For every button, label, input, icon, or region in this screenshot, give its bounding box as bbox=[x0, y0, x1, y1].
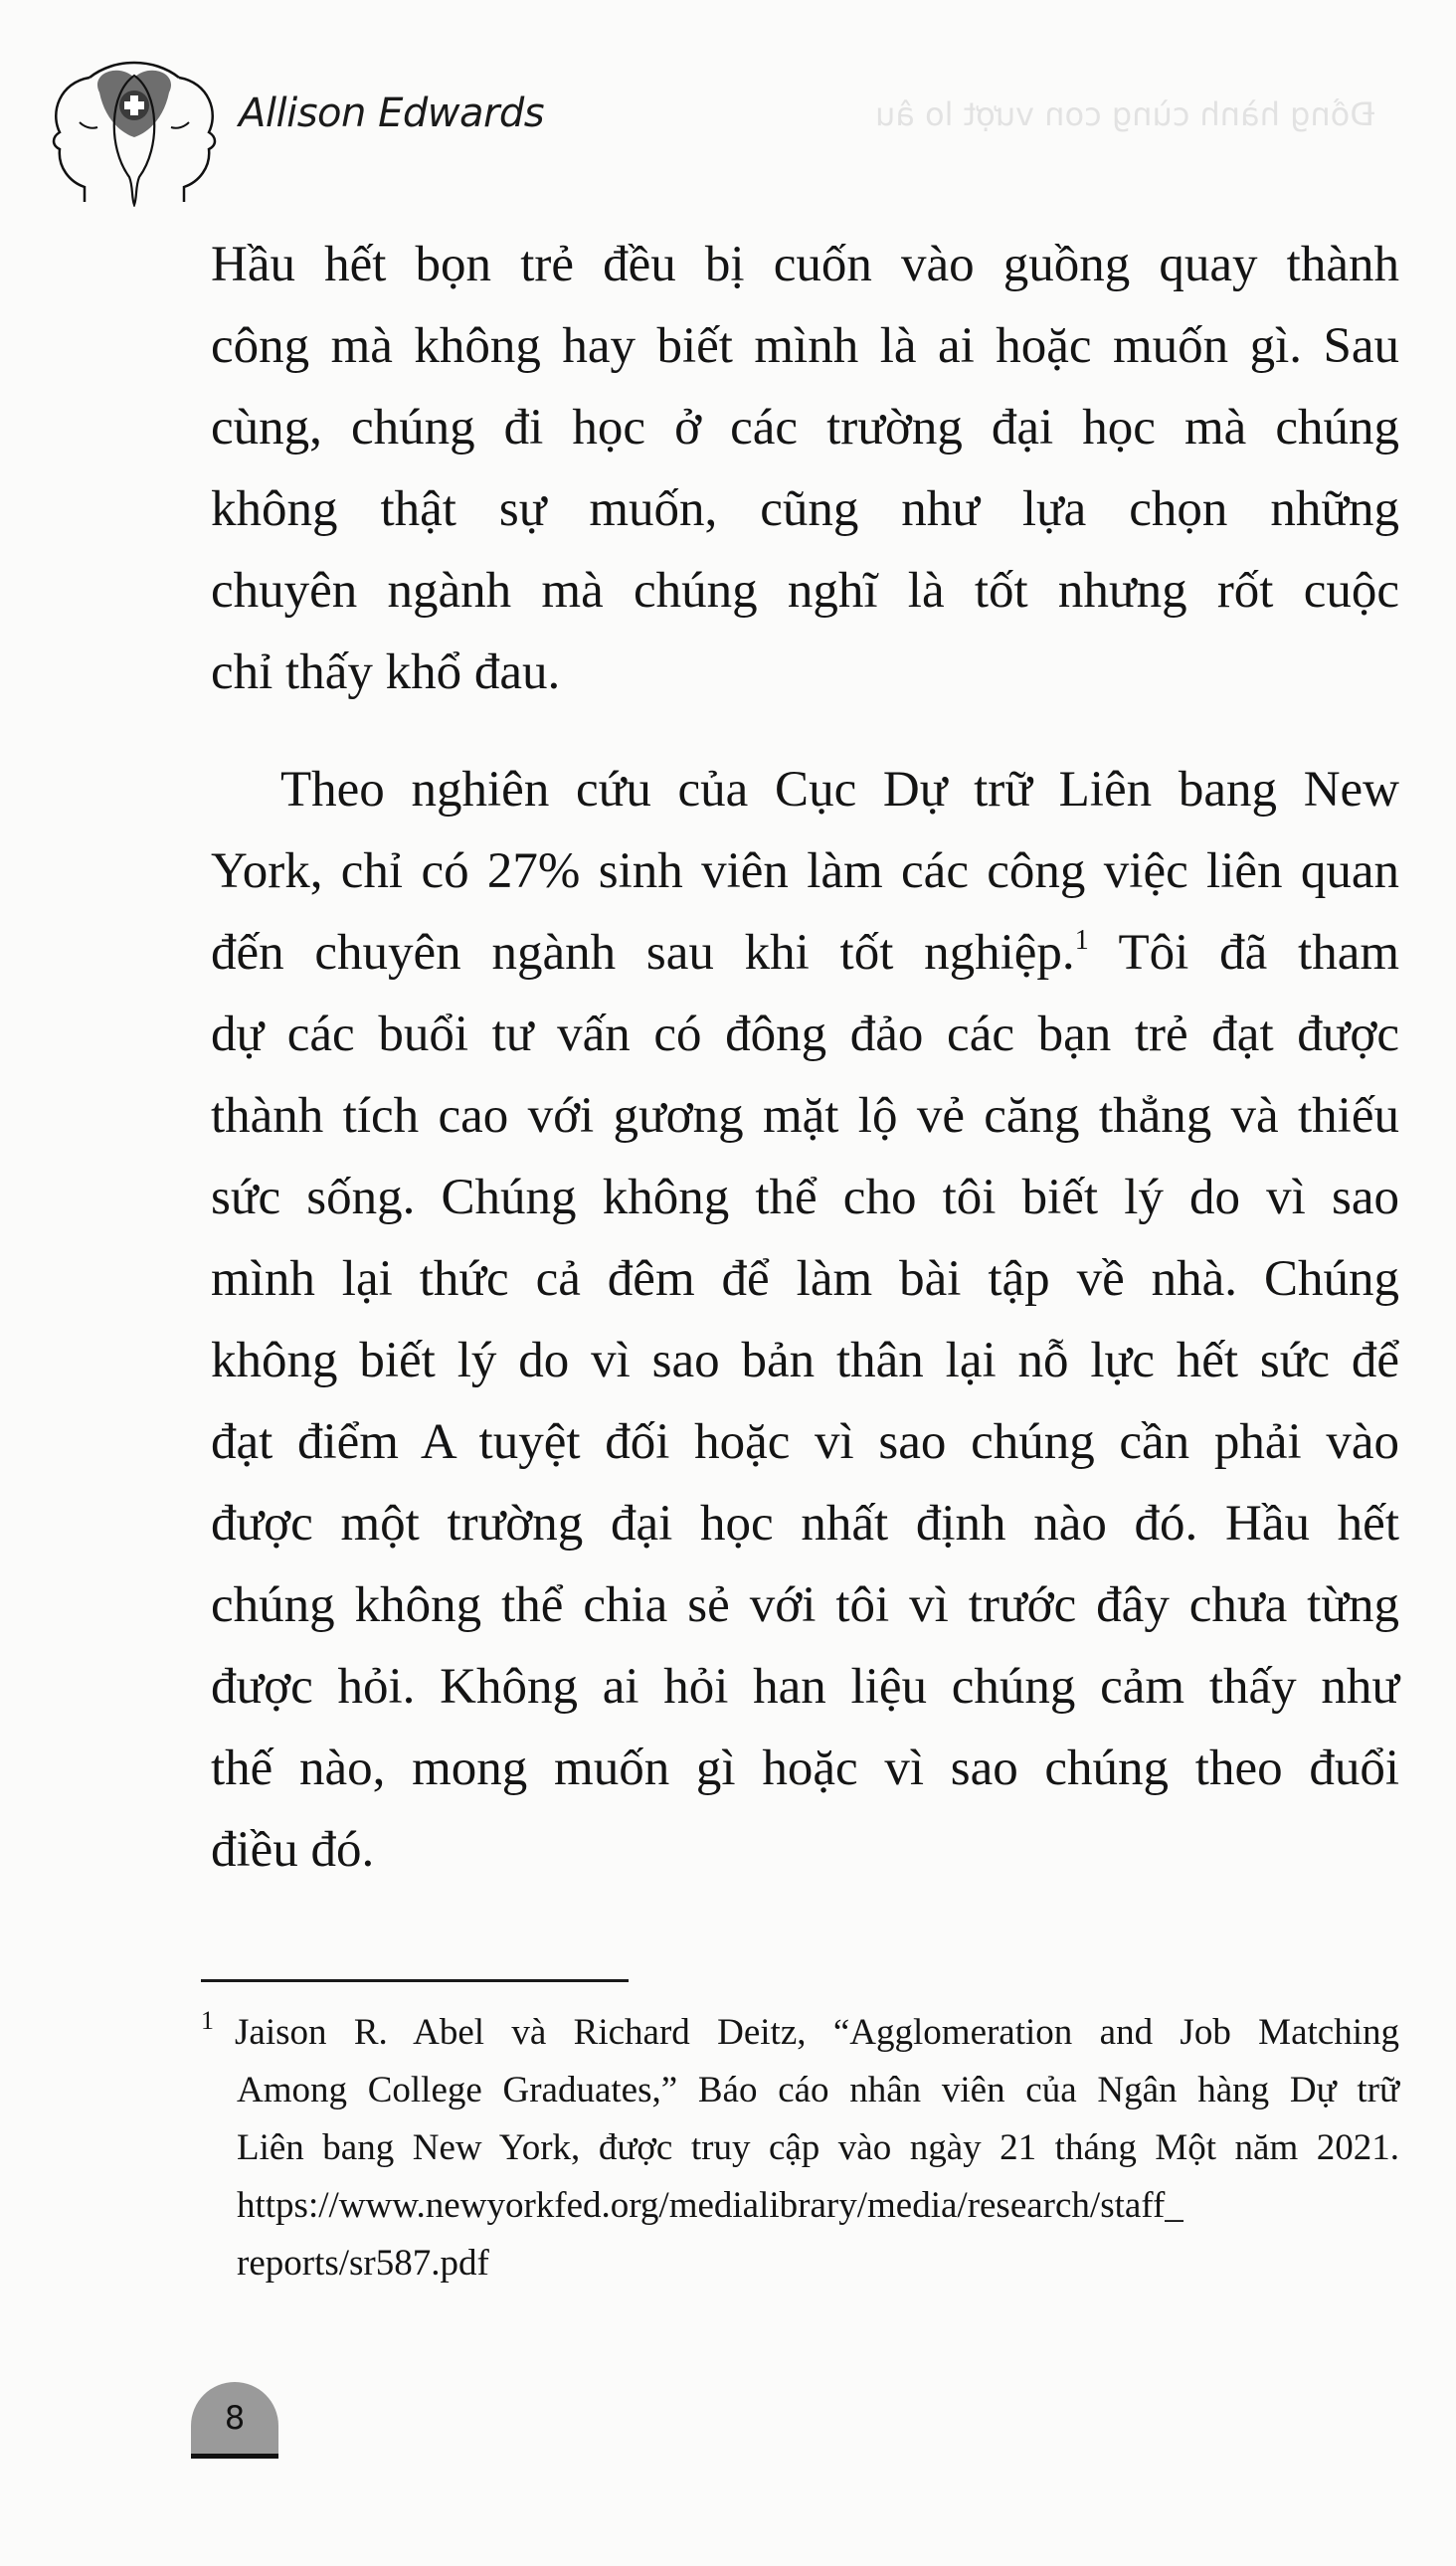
two-faces-heart-cross-logo-icon bbox=[30, 38, 239, 207]
body-text bbox=[211, 224, 1399, 1891]
text-line: mình lại thức cả đêm để làm bài tập về nhà. Chúng bbox=[211, 1251, 1399, 1307]
footnote-line: Liên bang New York, được truy cập vào ngày 21 tháng Một năm 2021. bbox=[237, 2127, 1399, 2168]
author-name: Allison Edwards bbox=[239, 91, 545, 136]
bleedthrough-running-title: Đồng hành cùng con vượt lo âu bbox=[875, 95, 1375, 133]
text-segment: đến chuyên ngành sau khi tốt nghiệp. bbox=[211, 925, 1075, 981]
text-line: sức sống. Chúng không thể cho tôi biết lý do vì sao bbox=[211, 1170, 1399, 1225]
text-line: Hầu hết bọn trẻ đều bị cuốn vào guồng quay thành bbox=[211, 237, 1399, 292]
text-line-with-footnote bbox=[211, 912, 1399, 994]
text-line: chúng không thể chia sẻ với tôi vì trước đây chưa từng bbox=[211, 1577, 1399, 1633]
page-header bbox=[30, 38, 544, 207]
text-line: được hỏi. Không ai hỏi han liệu chúng cảm thấy như bbox=[211, 1659, 1399, 1715]
footnote-url-line[interactable]: https://www.newyorkfed.org/medialibrary/media/research/staff_ bbox=[237, 2185, 1183, 2226]
text-line: dự các buổi tư vấn có đông đảo các bạn trẻ đạt được bbox=[211, 1007, 1399, 1062]
text-line: chuyên ngành mà chúng nghĩ là tốt nhưng rốt cuộc bbox=[211, 563, 1399, 619]
footnote-line: Jaison R. Abel và Richard Deitz, “Agglomeration and Job Matching bbox=[235, 2012, 1399, 2053]
text-line: không biết lý do vì sao bản thân lại nỗ lực hết sức để bbox=[211, 1333, 1399, 1388]
text-line: thành tích cao với gương mặt lộ vẻ căng thẳng và thiếu bbox=[211, 1088, 1399, 1144]
footnote-line: Among College Graduates,” Báo cáo nhân viên của Ngân hàng Dự trữ bbox=[237, 2070, 1399, 2110]
text-line: chỉ thấy khổ đau. bbox=[211, 644, 561, 700]
text-line: không thật sự muốn, cũng như lựa chọn những bbox=[211, 481, 1399, 537]
text-line: Theo nghiên cứu của Cục Dự trữ Liên bang New bbox=[280, 762, 1399, 818]
footnote-url-line[interactable]: reports/sr587.pdf bbox=[237, 2243, 489, 2284]
text-line: đạt điểm A tuyệt đối hoặc vì sao chúng cần phải vào bbox=[211, 1414, 1399, 1470]
footnote-divider bbox=[201, 1979, 629, 1982]
text-line: cùng, chúng đi học ở các trường đại học mà chúng bbox=[211, 400, 1399, 456]
text-segment: Tôi đã tham bbox=[1088, 925, 1399, 981]
footnote-number: 1 bbox=[201, 2006, 214, 2035]
text-line: được một trường đại học nhất định nào đó. Hầu hết bbox=[211, 1496, 1399, 1552]
text-line: thế nào, mong muốn gì hoặc vì sao chúng theo đuổi bbox=[211, 1741, 1399, 1796]
paragraph-1 bbox=[211, 224, 1399, 713]
page-number-tab bbox=[191, 2382, 278, 2459]
text-line: York, chỉ có 27% sinh viên làm các công việc liên quan bbox=[211, 843, 1399, 899]
footnote-1 bbox=[201, 2004, 1399, 2292]
page-number: 8 bbox=[224, 2399, 246, 2437]
paragraph-2 bbox=[211, 749, 1399, 1891]
footnote-reference[interactable]: 1 bbox=[1074, 925, 1089, 956]
text-line: điều đó. bbox=[211, 1822, 375, 1878]
text-line: công mà không hay biết mình là ai hoặc muốn gì. Sau bbox=[211, 318, 1399, 374]
